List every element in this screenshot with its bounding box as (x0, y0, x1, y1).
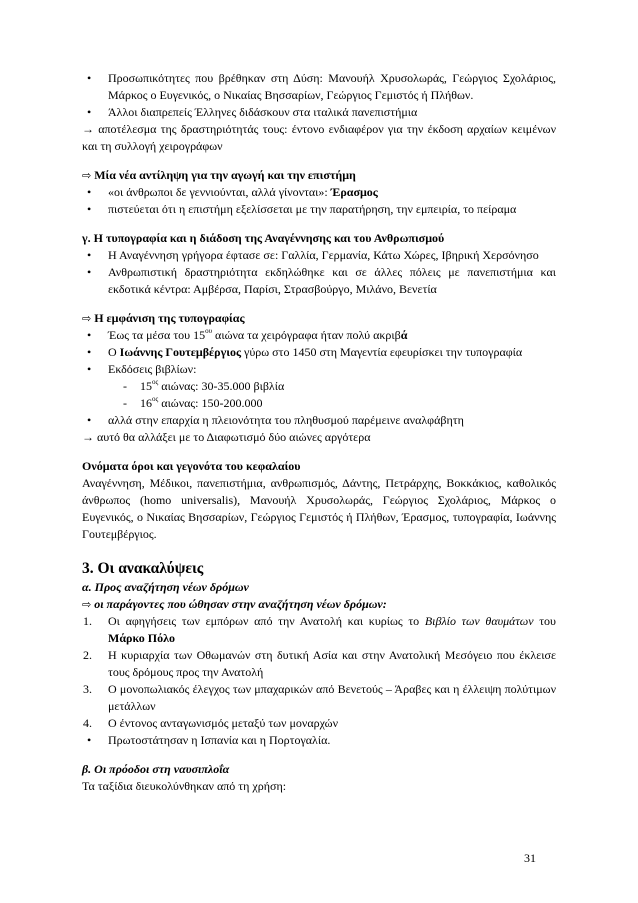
numbered-item (82, 647, 556, 681)
sub-list-item (82, 378, 556, 395)
bullet-icon: • (87, 413, 92, 427)
list-item (82, 247, 556, 264)
arrow-right-icon: ⇨ (82, 169, 92, 182)
name-gutenberg: Ιωάννης Γουτεμβέργιος (119, 345, 242, 359)
bullet-icon: • (87, 345, 92, 359)
superscript: ος (152, 395, 159, 403)
name-marco-polo: Μάρκο Πόλο (108, 631, 175, 645)
list-item (82, 264, 556, 298)
subsection-title: β. Οι πρόοδοι στη ναυσιπλοΐα (82, 762, 230, 776)
subsection-title: α. Προς αναζήτηση νέων δρόμων (82, 580, 249, 594)
section-heading (82, 596, 556, 613)
sub-item-text: αιώνας: 30-35.000 βιβλία (158, 379, 285, 393)
superscript: ος (152, 378, 159, 386)
section-heading (82, 310, 556, 327)
list-item-text: Έως τα μέσα του 15 (108, 328, 206, 342)
sub-list-item (82, 395, 556, 412)
list-item (82, 184, 556, 201)
result-line: → αποτέλεσμα της δραστηριότητάς τους: έντονο ενδιαφέρον για την έκδοση αρχαίων κειμένων και τη συλλογή χειρογράφων (82, 122, 556, 153)
bullet-icon: • (87, 202, 92, 216)
book-title: Βιβλίο των θαυμάτων (424, 614, 534, 628)
sub-item-text: 16 (140, 396, 152, 410)
sub-item-text: αιώνας: 150-200.000 (158, 396, 263, 410)
bold-letter: ά (400, 328, 408, 342)
list-item-text: αλλά στην επαρχία η πλειονότητα του πληθυσμού παρέμεινε αναλφάβητη (108, 413, 464, 427)
list-item-text: «οι άνθρωποι δε γεννιούνται, αλλά γίνονται»: (108, 185, 331, 199)
list-item-text: Ανθρωπιστική δραστηριότητα εκδηλώθηκε και σε άλλες πόλεις με πανεπιστήμια και εκδοτικά κέντρα: Αμβέρσα, Παρίσι, Στρασβούργο, Μιλάνο, Βενετία (108, 265, 556, 296)
bullet-icon: • (87, 248, 92, 262)
list-item-text: γύρω στο 1450 στη Μαγεντία εφευρίσκει την τυπογραφία (241, 345, 523, 359)
arrow-right-icon: ⇨ (82, 312, 92, 325)
sub-item-text: 15 (140, 379, 152, 393)
heading-text: Μία νέα αντίληψη για την αγωγή και την επιστήμη (94, 168, 356, 182)
item-number: 3. (83, 682, 92, 696)
item-number: 4. (83, 716, 92, 730)
chapter-title: 3. Οι ανακαλύψεις (82, 560, 204, 577)
numbered-item (82, 681, 556, 715)
page-number: 31 (524, 851, 536, 865)
section-heading (82, 167, 556, 184)
section-heading: Ονόματα όροι και γεγονότα του κεφαλαίου (82, 459, 301, 473)
bullet-icon: • (87, 362, 92, 376)
dash-icon: - (123, 379, 127, 393)
dash-icon: - (123, 396, 127, 410)
list-item-text: Πρωτοστάτησαν η Ισπανία και η Πορτογαλία. (108, 733, 331, 747)
list-item-text: Η κυριαρχία των Οθωμανών στη δυτική Ασία και στην Ανατολική Μεσόγειο που έκλεισε τους δρόμους προς την Ανατολή (108, 648, 556, 679)
terms-paragraph: Αναγέννηση, Μέδικοι, πανεπιστήμια, ανθρωπισμός, Δάντης, Πετράρχης, Βοκκάκιος, καθολικός άνθρωπος (homo universalis), Μανουήλ Χρυσολωράς, Γεώργιος Σχολάριος, Μάρκος ο Ευγενικός, ο Νικαίας Βησσαρίων, Γεώργιος Γεμιστός ή Πλήθων, Έρασμος, τυπογραφία, Ιωάννης Γουτεμβέργιος. (82, 476, 556, 541)
name-erasmus: Έρασμος (330, 185, 378, 199)
numbered-item (82, 715, 556, 732)
list-item-text: του (533, 614, 556, 628)
bullet-icon: • (87, 185, 92, 199)
list-item-text: Ο (108, 345, 120, 359)
superscript: ου (205, 327, 213, 335)
list-item (82, 70, 556, 104)
list-item (82, 361, 556, 378)
list-item-text: Άλλοι διαπρεπείς Έλληνες διδάσκουν στα ιταλικά πανεπιστήμια (108, 105, 418, 119)
list-item (82, 412, 556, 429)
item-number: 2. (83, 648, 92, 662)
bullet-icon: • (87, 328, 92, 342)
list-item (82, 104, 556, 121)
list-item (82, 344, 556, 361)
heading-text: Η εμφάνιση της τυπογραφίας (94, 311, 245, 325)
bullet-icon: • (87, 733, 92, 747)
list-item (82, 732, 556, 749)
document-page (82, 70, 556, 795)
bullet-icon: • (87, 105, 92, 119)
list-item-text: Οι αφηγήσεις των εμπόρων από την Ανατολή και κυρίως το (108, 614, 425, 628)
list-item (82, 201, 556, 218)
result-line: → αυτό θα αλλάξει με το Διαφωτισμό δύο αιώνες αργότερα (82, 430, 371, 444)
arrow-right-icon: ⇨ (82, 598, 92, 611)
list-item-text: Η Αναγέννηση γρήγορα έφτασε σε: Γαλλία, Γερμανία, Κάτω Χώρες, Ιβηρική Χερσόνησο (108, 248, 539, 262)
numbered-item (82, 613, 556, 647)
bullet-icon: • (87, 265, 92, 279)
list-item-text: Προσωπικότητες που βρέθηκαν στη Δύση: Μανουήλ Χρυσολωράς, Γεώργιος Σχολάριος, Μάρκος ο Ευγενικός, ο Νικαίας Βησσαρίων, Γεώργιος Γεμιστός ή Πλήθων. (108, 71, 556, 102)
list-item-text: πιστεύεται ότι η επιστήμη εξελίσσεται με την παρατήρηση, την εμπειρία, το πείραμα (108, 202, 517, 216)
list-item-text: Ο έντονος ανταγωνισμός μεταξύ των μοναρχών (108, 716, 339, 730)
list-item (82, 327, 556, 344)
list-item-text: Ο μονοπωλιακός έλεγχος των μπαχαρικών από Βενετούς – Άραβες και η έλλειψη πολύτιμων μετάλλων (108, 682, 556, 713)
list-item-text: αιώνα τα χειρόγραφα ήταν πολύ ακριβ (212, 328, 401, 342)
list-item-text: Εκδόσεις βιβλίων: (108, 362, 197, 376)
item-number: 1. (83, 614, 92, 628)
paragraph: Τα ταξίδια διευκολύνθηκαν από τη χρήση: (82, 779, 287, 793)
section-heading: γ. Η τυπογραφία και η διάδοση της Αναγέννησης και του Ανθρωπισμού (82, 231, 445, 245)
bullet-icon: • (87, 71, 92, 85)
heading-text: οι παράγοντες που ώθησαν στην αναζήτηση νέων δρόμων: (94, 597, 387, 611)
